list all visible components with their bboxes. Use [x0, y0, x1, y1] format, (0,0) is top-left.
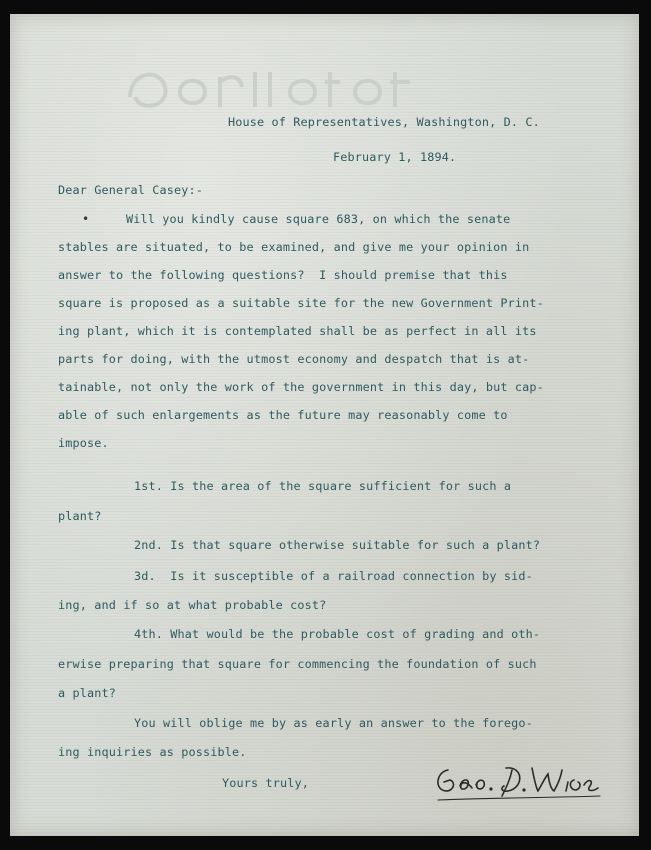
- body-line: tainable, not only the work of the government in this day, but cap-: [58, 380, 544, 394]
- handwritten-signature: [428, 758, 608, 808]
- body-line: ing plant, which it is contemplated shall be as perfect in all its: [58, 324, 537, 338]
- letter-page: [10, 14, 639, 836]
- question-1-cont: plant?: [58, 509, 102, 523]
- question-2: 2nd. Is that square otherwise suitable for such a plant?: [134, 538, 541, 552]
- body-line: square is proposed as a suitable site for the new Government Print-: [58, 296, 544, 310]
- letter-closing: Yours truly,: [222, 776, 310, 790]
- embossed-letterhead-watermark: [120, 52, 420, 122]
- question-1: 1st. Is the area of the square sufficient for such a: [134, 479, 512, 493]
- margin-mark: •: [82, 212, 90, 226]
- question-4-cont: erwise preparing that square for commencing the foundation of such: [58, 657, 537, 671]
- question-3: 3d. Is it susceptible of a railroad connection by sid-: [134, 569, 533, 583]
- body-line: answer to the following questions? I should premise that this: [58, 268, 508, 282]
- body-line: stables are situated, to be examined, and give me your opinion in: [58, 240, 530, 254]
- question-3-cont: ing, and if so at what probable cost?: [58, 598, 327, 612]
- question-4: 4th. What would be the probable cost of grading and oth-: [134, 627, 541, 641]
- closing-request-cont: ing inquiries as possible.: [58, 745, 247, 759]
- body-line: able of such enlargements as the future may reasonably come to: [58, 408, 508, 422]
- body-line: parts for doing, with the utmost economy and despatch that is at-: [58, 352, 530, 366]
- letter-salutation: Dear General Casey:-: [58, 183, 204, 197]
- body-line: Will you kindly cause square 683, on which the senate: [126, 212, 511, 226]
- letter-place: House of Representatives, Washington, D. C.: [228, 115, 540, 129]
- body-line: impose.: [58, 436, 109, 450]
- closing-request: You will oblige me by as early an answer to the forego-: [134, 716, 533, 730]
- letter-date: February 1, 1894.: [333, 150, 457, 164]
- question-4-cont: a plant?: [58, 686, 117, 700]
